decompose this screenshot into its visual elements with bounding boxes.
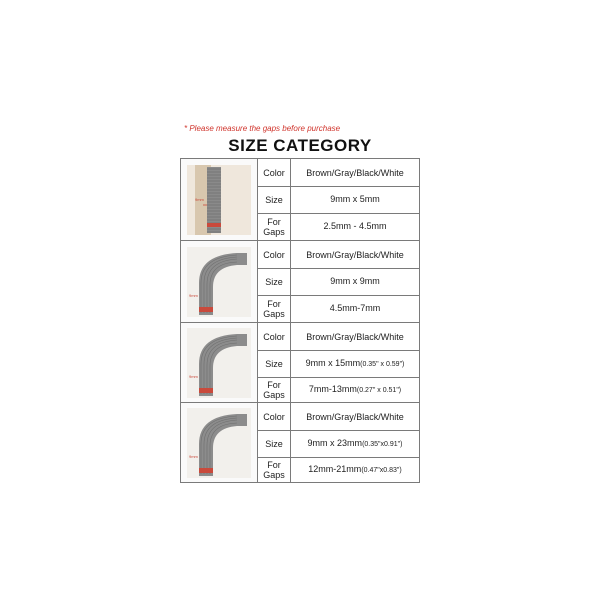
size-label: Size <box>258 351 291 378</box>
gaps-label-line1: For <box>267 380 281 390</box>
color-value: Brown/Gray/Black/White <box>291 159 420 187</box>
gaps-metric: 2.5mm - 4.5mm <box>323 221 387 231</box>
product-row-color <box>181 403 420 431</box>
gaps-label <box>258 378 291 403</box>
color-value: Brown/Gray/Black/White <box>291 323 420 351</box>
gaps-label <box>258 214 291 241</box>
measure-note: * Please measure the gaps before purchase <box>184 124 341 133</box>
gaps-imperial: (0.27" x 0.51") <box>356 387 402 394</box>
size-label: Size <box>258 431 291 458</box>
size-imperial: (0.35" x 0.59") <box>360 361 405 368</box>
gaps-value <box>291 296 420 323</box>
gaps-label <box>258 296 291 323</box>
size-value <box>291 351 420 378</box>
dimension-label: 9mm <box>189 292 198 298</box>
size-metric: 9mm x 5mm <box>330 194 380 204</box>
size-metric: 9mm x 23mm <box>307 438 363 448</box>
gaps-imperial: (0.47"x0.83") <box>361 467 402 474</box>
gaps-label-line2: Gaps <box>263 470 285 480</box>
curved-seal-strip-icon <box>187 408 251 478</box>
size-metric: 9mm x 9mm <box>330 276 380 286</box>
gaps-label-line1: For <box>267 299 281 309</box>
size-label: Size <box>258 187 291 214</box>
dimension-label: 9mm <box>189 453 198 459</box>
gaps-metric: 12mm-21mm <box>308 464 362 474</box>
color-label: Color <box>258 403 291 431</box>
gaps-value <box>291 214 420 241</box>
product-image <box>181 323 258 403</box>
gaps-label <box>258 458 291 483</box>
size-value <box>291 269 420 296</box>
size-label: Size <box>258 269 291 296</box>
dimension-label: 9mm <box>189 373 198 379</box>
page-title: SIZE CATEGORY <box>228 136 372 155</box>
gaps-label-line2: Gaps <box>263 227 285 237</box>
color-label: Color <box>258 323 291 351</box>
size-table <box>180 158 420 483</box>
gaps-metric: 4.5mm-7mm <box>329 303 381 313</box>
gaps-label-line1: For <box>267 460 281 470</box>
dimension-label: 9mm <box>195 196 204 202</box>
color-value: Brown/Gray/Black/White <box>291 403 420 431</box>
size-imperial: (0.35"x0.91") <box>362 441 403 448</box>
gaps-value <box>291 378 420 403</box>
straight-seal-strip-icon <box>187 165 251 235</box>
product-image <box>181 403 258 483</box>
gaps-label-line2: Gaps <box>263 390 285 400</box>
curved-seal-strip-icon <box>187 247 251 317</box>
color-label: Color <box>258 241 291 269</box>
product-row-color <box>181 159 420 187</box>
product-image <box>181 241 258 323</box>
gaps-value <box>291 458 420 483</box>
gaps-label-line1: For <box>267 217 281 227</box>
size-metric: 9mm x 15mm <box>305 358 361 368</box>
size-value <box>291 187 420 214</box>
color-label: Color <box>258 159 291 187</box>
product-row-color <box>181 241 420 269</box>
gaps-metric: 7mm-13mm <box>308 384 357 394</box>
color-value: Brown/Gray/Black/White <box>291 241 420 269</box>
product-row-color <box>181 323 420 351</box>
curved-seal-strip-icon <box>187 328 251 398</box>
gaps-label-line2: Gaps <box>263 309 285 319</box>
product-image <box>181 159 258 241</box>
size-value <box>291 431 420 458</box>
